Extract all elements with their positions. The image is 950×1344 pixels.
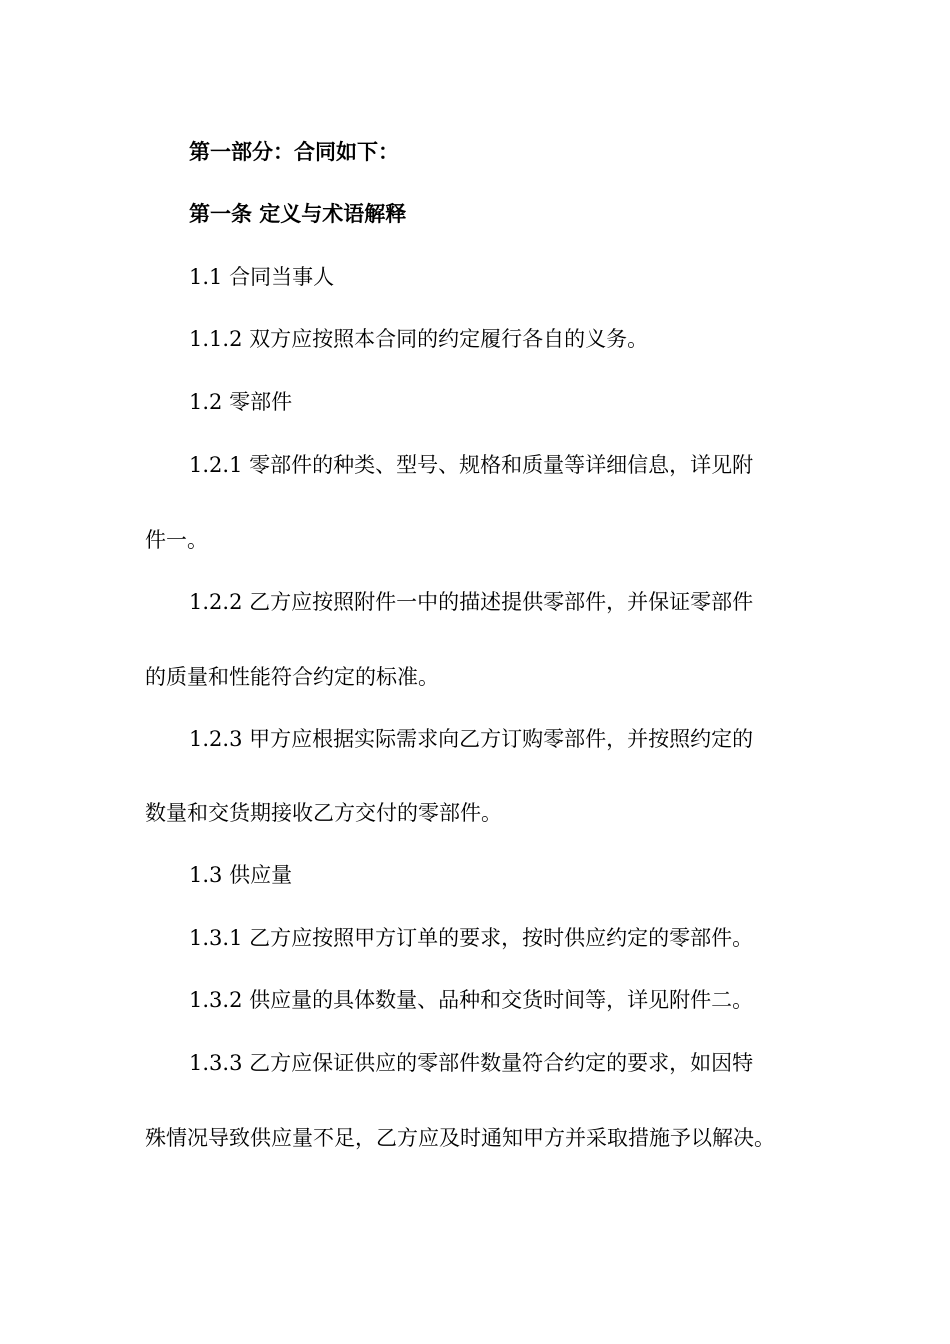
clause-1-3-3-continued: 殊情况导致供应量不足，乙方应及时通知甲方并采取措施予以解决。 <box>145 1126 775 1150</box>
clause-1-2-3: 1.2.3 甲方应根据实际需求向乙方订购零部件，并按照约定的 <box>189 727 754 751</box>
clause-1-2-1-continued: 件一。 <box>145 528 208 552</box>
clause-1-3: 1.3 供应量 <box>189 863 293 887</box>
part-heading: 第一部分：合同如下： <box>189 139 399 164</box>
clause-1-1-2: 1.1.2 双方应按照本合同的约定履行各自的义务。 <box>189 327 649 351</box>
clause-1-3-1: 1.3.1 乙方应按照甲方订单的要求，按时供应约定的零部件。 <box>189 926 754 950</box>
clause-1-1: 1.1 合同当事人 <box>189 265 335 289</box>
clause-1-2-2-continued: 的质量和性能符合约定的标准。 <box>145 665 439 689</box>
clause-1-3-3: 1.3.3 乙方应保证供应的零部件数量符合约定的要求，如因特 <box>189 1051 754 1075</box>
clause-1-2: 1.2 零部件 <box>189 390 293 414</box>
clause-1-3-2: 1.3.2 供应量的具体数量、品种和交货时间等，详见附件二。 <box>189 988 754 1012</box>
clause-1-2-3-continued: 数量和交货期接收乙方交付的零部件。 <box>145 801 502 825</box>
clause-1-2-2: 1.2.2 乙方应按照附件一中的描述提供零部件，并保证零部件 <box>189 590 754 614</box>
article-heading: 第一条 定义与术语解释 <box>189 201 407 226</box>
clause-1-2-1: 1.2.1 零部件的种类、型号、规格和质量等详细信息，详见附 <box>189 453 754 477</box>
